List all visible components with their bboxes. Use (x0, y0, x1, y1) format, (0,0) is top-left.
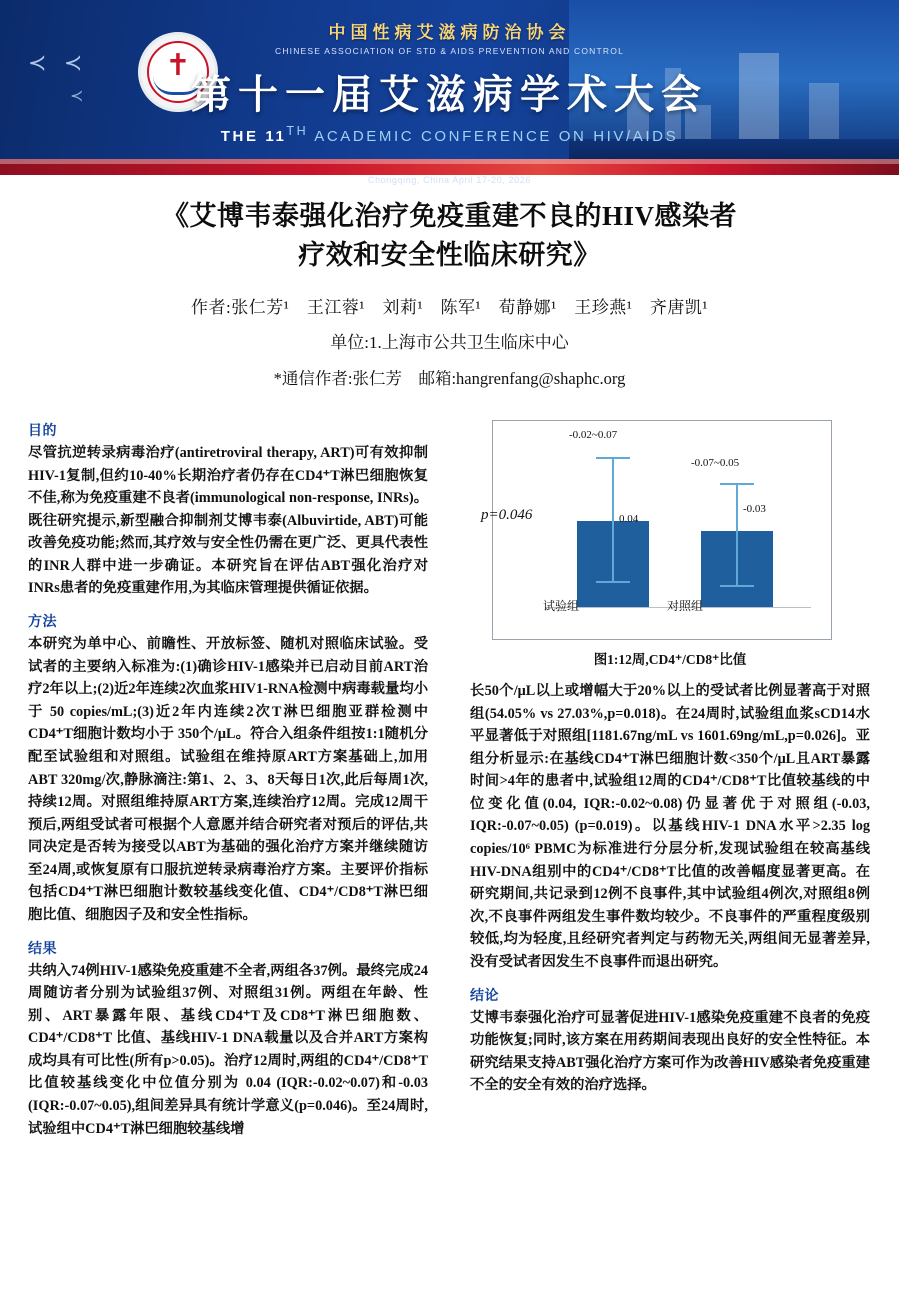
conference-title-en-rest: ACADEMIC CONFERENCE ON HIV/AIDS (308, 128, 679, 145)
page-title-line2: 疗效和安全性临床研究》 (298, 240, 601, 271)
section-heading-results: 结果 (28, 941, 57, 957)
chart-value-label-b: -0.03 (743, 503, 766, 515)
conference-place-en: Chongqing, China April 17-20, 2026 (367, 175, 531, 185)
authors-names: 张仁芳¹ 王江蓉¹ 刘莉¹ 陈军¹ 荀静娜¹ 王珍燕¹ 齐唐凯¹ (231, 298, 708, 318)
section-text-conclusion: 艾博韦泰强化治疗可显著促进HIV-1感染免疫重建不良者的免疫功能恢复;同时,该方案在用药期间表现出良好的安全性特征。本研究结果支持ABT强化治疗方案可作为改善HIV感染者免疫重建不全的安全有效的治疗选择。 (470, 1009, 870, 1094)
right-column (470, 420, 870, 1108)
figure-1-chart (481, 420, 832, 640)
chart-range-label-a: -0.02~0.07 (569, 429, 618, 441)
chart-plot-area (545, 429, 811, 607)
section-text-results-left: 共纳入74例HIV-1感染免疫重建不全者,两组各37例。最终完成24周随访者分别为试验组37例、对照组31例。两组在年龄、性别、ART暴露年限、基线CD4⁺T及CD8⁺T淋巴细胞数、CD4⁺/CD8⁺T 比值、基线HIV-1 DNA载量以及合并ART方案构成均具有可比性(所有p>0.05)。治疗12周时,两组的CD4⁺/CD8⁺T 比值较基线变化中位值分别为 0.04 (IQR:-0.02~0.07)和-0.03 (IQR:-0.07~0.05),组间差异具有统计学意义(p=0.046)。至24周时,试验组中CD4⁺T淋巴细胞较基线增 (28, 962, 428, 1137)
association-name-en: CHINESE ASSOCIATION OF STD & AIDS PREVENTION AND CONTROL (274, 46, 624, 56)
section-text-methods: 本研究为单中心、前瞻性、开放标签、随机对照临床试验。受试者的主要纳入标准为:(1)确诊HIV-1感染并已启动目前ART治疗2年以上;(2)近2年连续2次血浆HIV1-RNA检测中病毒载量均小于 50 copies/mL;(3)近2年内连续2次T淋巴细胞亚群检测中CD4⁺T细胞计数均小于 350个/μL。符合入组条件组按1:1随机分配至试验组和对照组。试验组在维持原ART方案基础上,加用ABT 320mg/次,静脉滴注:第1、2、3、8天每日1次,此后每周1次,持续12周。对照组维持原ART方案,连续治疗12周。完成12周干预后,两组受试者可根据个人意愿并结合研究者对预后的评估,共同决定是否转为接受以ABT为基础的强化治疗方案并继续随访至24周,或恢复原有口服抗逆转录病毒治疗方案。主要评价指标包括CD4⁺T淋巴细胞计数较基线变化值、CD4⁺/CD8⁺T淋巴细胞比值、细胞因子及和安全性指标。 (28, 636, 428, 923)
page-title-line1: 《艾博韦泰强化治疗免疫重建不良的HIV感染者 (161, 201, 737, 231)
affiliation-line: 单位:1.上海市公共卫生临床中心 (330, 333, 569, 353)
conference-title-en (0, 124, 899, 145)
authors-label: 作者: (191, 298, 232, 318)
chart-range-label-b: -0.07~0.05 (691, 457, 740, 469)
chart-errorbar-cap-b (720, 483, 754, 485)
chart-pvalue-annotation: p=0.046 (481, 507, 533, 523)
conference-title-en-sup: TH (286, 124, 309, 138)
chart-errorbar-cap-a (596, 457, 630, 459)
chart-xtick-label-a: 试验组 (542, 599, 579, 613)
section-text-objective: 尽管抗逆转录病毒治疗(antiretroviral therapy, ART)可有效抑制HIV-1复制,但约10-40%长期治疗者仍存在CD4⁺T淋巴细胞恢复不佳,称为免疫重建不良者(immunological non-response, INRs)。既往研究提示,新型融合抑制剂艾博韦泰(Albuvirtide, ABT)可能改善免疫功能;然而,其疗效与安全性仍需在更广泛、更具代表性的INR人群中进一步确证。本研究旨在评估ABT强化治疗对INRs患者的免疫重建作用,为其临床管理提供循证依据。 (28, 445, 428, 597)
banner-accent-bar (0, 159, 899, 175)
left-column (28, 420, 428, 1151)
body-columns (0, 420, 899, 1300)
section-heading-methods: 方法 (28, 615, 57, 631)
chart-value-label-a: 0.04 (619, 513, 639, 525)
birds-icon: ≺ ≺ (28, 50, 89, 75)
corresponding-author-line: *通信作者:张仁芳 邮箱:hangrenfang@shaphc.org (273, 369, 626, 389)
aids-ribbon-icon: ✝ (165, 49, 191, 82)
authors-line (50, 293, 849, 318)
association-name-cn: 中国性病艾滋病防治协会 (328, 23, 571, 42)
chart-errorbar-b-lower (736, 531, 738, 587)
title-block (0, 175, 899, 389)
conference-title-cn: 第十一届艾滋病学术大会 (191, 72, 708, 117)
section-heading-conclusion: 结论 (470, 988, 499, 1004)
section-text-results-right: 长50个/μL以上或增幅大于20%以上的受试者比例显著高于对照组(54.05% vs 27.03%,p=0.018)。在24周时,试验组血浆sCD14水平显著低于对照组[1181.67ng/mL vs 1601.69ng/mL,p=0.026]。亚组分析显示:在基线CD4⁺T淋巴细胞计数<350个/μL且ART暴露时间>4年的患者中,试验组12周的CD4⁺/CD8⁺T比值较基线的中位变化值(0.04, IQR:-0.02~0.08)仍显著优于对照组(-0.03, IQR:-0.07~0.05) (p=0.019)。以基线HIV-1 DNA水平>2.35 log copies/10⁶ PBMC为标准进行分层分析,发现试验组在较高基线HIV-DNA组别中的CD4⁺/CD8⁺T比值的改善幅度显著更高。在研究期间,共记录到12例不良事件,其中试验组4例次,对照组8例次,不良事件两组发生事件数均较少。不良事件的严重程度级别较低,均为轻度,且经研究者判定与药物无关,两组间无显著差异,没有受试者因发生不良事件而退出研究。 (470, 683, 870, 970)
conference-banner (0, 0, 899, 185)
chart-errorbar-b (736, 485, 738, 531)
section-heading-objective: 目的 (28, 424, 57, 439)
figure-1-caption: 图1:12周,CD4⁺/CD8⁺比值 (593, 652, 747, 667)
chart-errorbar-a (612, 459, 614, 521)
banner-text-block (0, 0, 899, 185)
birds-icon: ≺ (70, 88, 88, 105)
page-title (50, 197, 849, 275)
conference-title-en-prefix: THE 11 (220, 128, 287, 145)
chart-errorbar-a-lower (612, 521, 614, 583)
chart-xtick-label-b: 对照组 (666, 599, 703, 613)
